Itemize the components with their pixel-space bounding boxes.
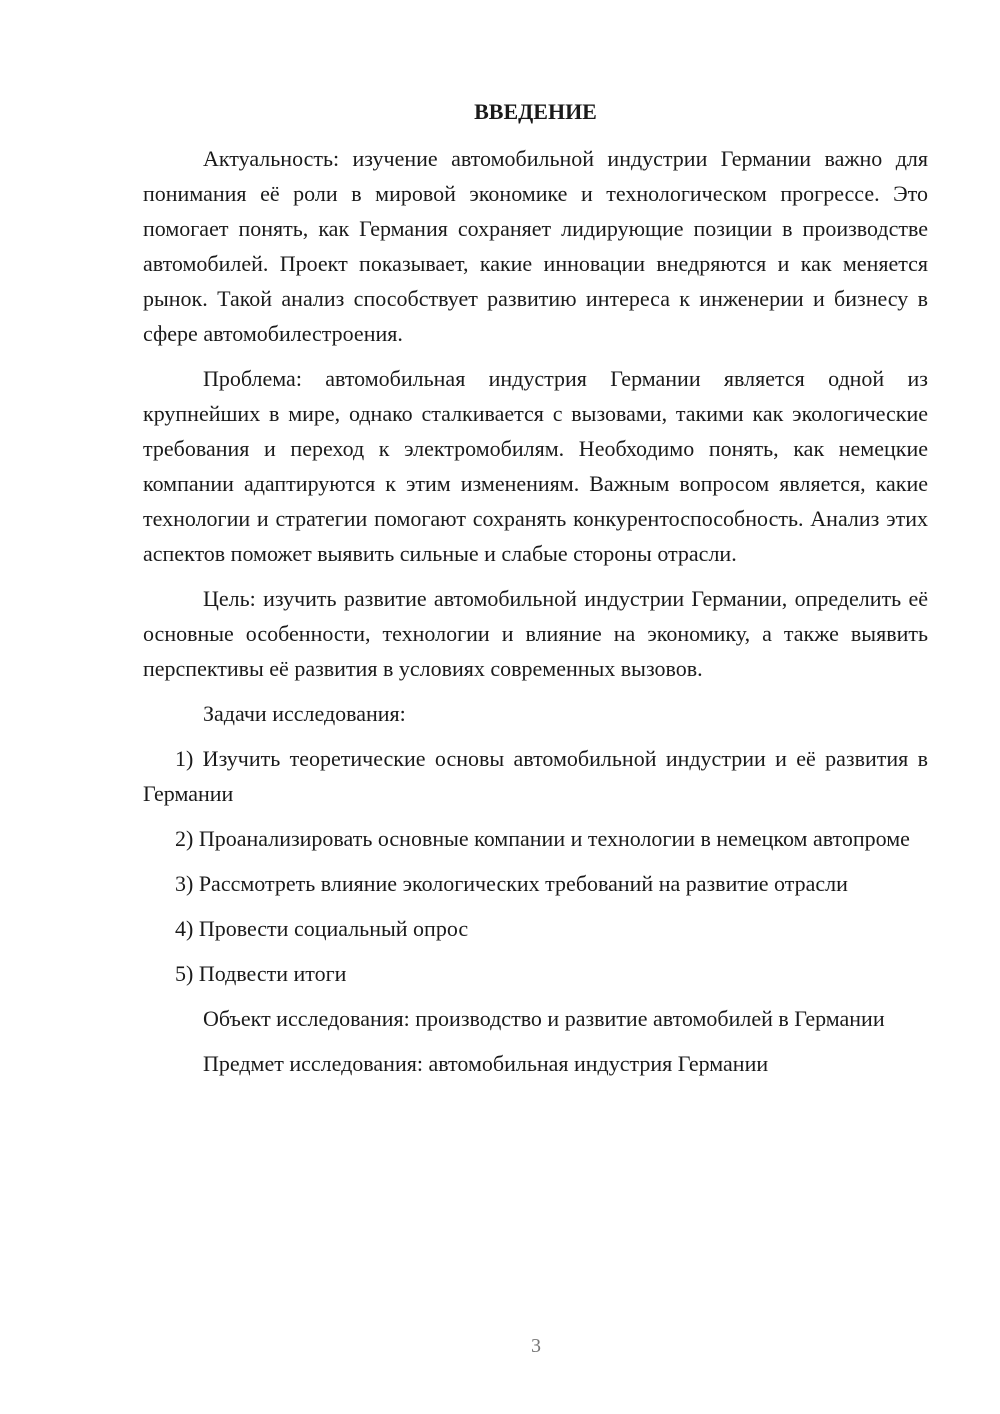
task-list [143,741,928,991]
document-body [143,94,928,1091]
paragraph-goal: Цель: изучить развитие автомобильной индустрии Германии, определить её основные особенности, технологии и влияние на экономику, а также выявить перспективы её развития в условиях современных вызовов. [143,586,928,681]
page-number: 3 [531,1335,541,1357]
paragraph-object: Объект исследования: производство и развитие автомобилей в Германии [203,1006,885,1031]
task-item: 3) Рассмотреть влияние экологических требований на развитие отрасли [175,871,848,896]
task-item: 5) Подвести итоги [175,961,347,986]
paragraph-problem: Проблема: автомобильная индустрия Германии является одной из крупнейших в мире, однако сталкивается с вызовами, такими как экологические требования и переход к электромобилям. Необходимо понять, как немецкие компании адаптируются к этим изменениям. Важным вопросом является, какие технологии и стратегии помогают сохранять конкурентоспособность. Анализ этих аспектов поможет выявить сильные и слабые стороны отрасли. [143,366,928,566]
paragraph-subject: Предмет исследования: автомобильная индустрия Германии [203,1051,769,1076]
section-title: ВВЕДЕНИЕ [474,99,597,124]
task-item: 1) Изучить теоретические основы автомобильной индустрии и её развития в Германии [143,746,928,806]
tasks-heading: Задачи исследования: [203,701,406,726]
paragraph-relevance: Актуальность: изучение автомобильной индустрии Германии важно для понимания её роли в мировой экономике и технологическом прогрессе. Это помогает понять, как Германия сохраняет лидирующие позиции в производстве автомобилей. Проект показывает, какие инновации внедряются и как меняется рынок. Такой анализ способствует развитию интереса к инженерии и бизнесу в сфере автомобилестроения. [143,146,928,346]
task-item: 2) Проанализировать основные компании и технологии в немецком автопроме [175,826,910,851]
task-item: 4) Провести социальный опрос [175,916,469,941]
